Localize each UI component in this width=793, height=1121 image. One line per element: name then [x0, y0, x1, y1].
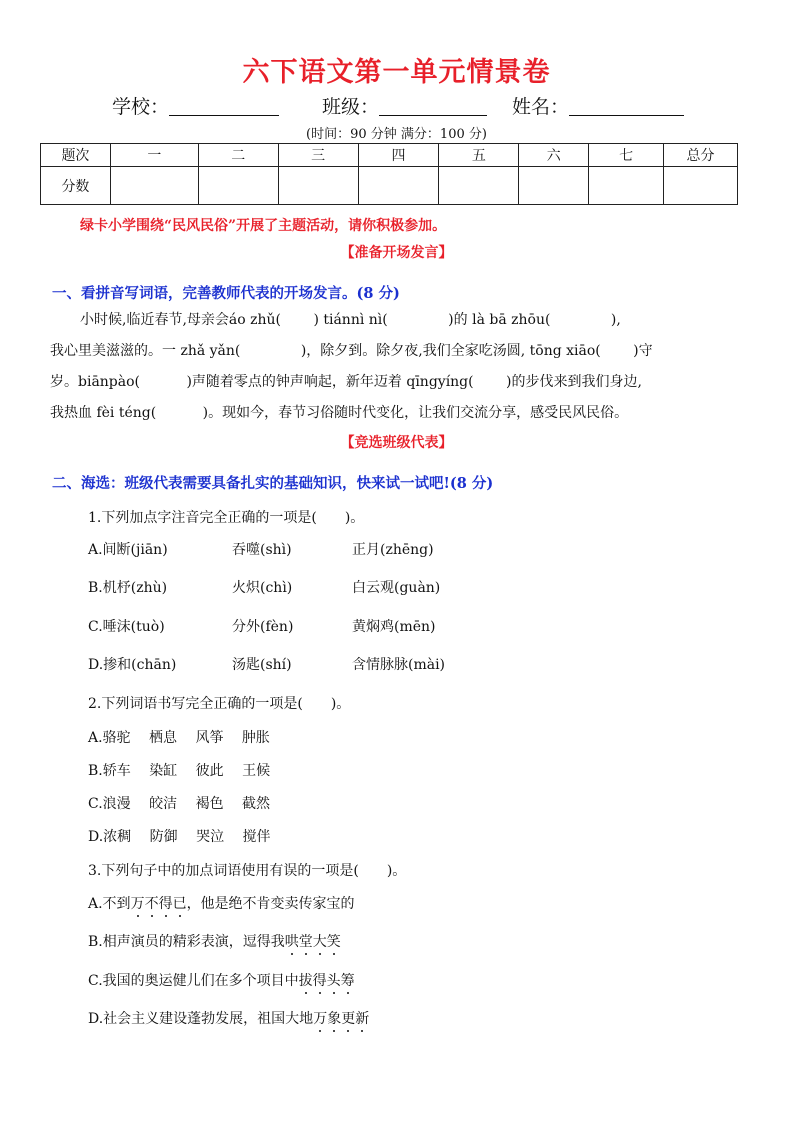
- name-label: 姓名：: [512, 96, 570, 118]
- q1-title: 一、看拼音写词语，完善教师代表的开场发言。(8 分): [52, 285, 400, 302]
- emphasis-char: 笑: [327, 931, 341, 951]
- score-cell[interactable]: [664, 167, 738, 205]
- q2-2-option-b: B.轿车 染缸 彼此 王候: [88, 763, 271, 779]
- option-text: A.不到: [88, 896, 131, 912]
- score-row-label: 分数: [41, 167, 111, 205]
- option-text: B.相声演员的精彩表演，逗得我: [88, 934, 285, 950]
- score-header-cell: 三: [278, 144, 358, 167]
- q2-3-option-d: [88, 1008, 369, 1028]
- dotted-word: [313, 1011, 369, 1027]
- emphasis-char: 象: [327, 1008, 341, 1028]
- q2-1-option-b-3: 白云观(guàn): [352, 580, 441, 596]
- emphasis-char: 更: [341, 1008, 355, 1028]
- emphasis-char: 已: [173, 893, 187, 913]
- intro-text: 绿卡小学围绕“民风民俗”开展了主题活动，请你积极参加。: [80, 218, 447, 234]
- emphasis-char: 拔: [299, 970, 313, 990]
- score-cell[interactable]: [519, 167, 589, 205]
- emphasis-char: 万: [131, 893, 145, 913]
- class-field[interactable]: [322, 92, 487, 119]
- school-field[interactable]: [112, 92, 279, 119]
- q2-1-option-a-2: 吞噬(shì): [232, 542, 292, 558]
- q2-1-option-d-2: 汤匙(shí): [232, 657, 292, 673]
- score-header-cell: 五: [439, 144, 519, 167]
- q2-1-option-a-3: 正月(zhēng): [352, 542, 434, 558]
- q2-2-option-a: A.骆驼 栖息 风筝 肿胀: [88, 730, 270, 746]
- emphasis-char: 不: [145, 893, 159, 913]
- score-header-cell: 题次: [41, 144, 111, 167]
- class-blank[interactable]: [379, 95, 487, 116]
- dotted-word: [285, 934, 341, 950]
- q2-3-option-b: [88, 931, 341, 951]
- score-header-cell: 总分: [664, 144, 738, 167]
- score-header-cell: 二: [198, 144, 278, 167]
- option-text: ，他是绝不肯变卖传家宝的: [186, 896, 355, 912]
- score-header-cell: 四: [358, 144, 439, 167]
- q2-1-option-d-1: D.掺和(chān): [88, 657, 177, 673]
- q1-line: 我心里美滋滋的。一 zhǎ yǎn( )，除夕到。除夕夜,我们全家吃汤圆, tōng xiāo( )守: [50, 343, 653, 359]
- school-label: 学校：: [112, 96, 170, 118]
- q2-3-option-a: [88, 893, 355, 913]
- dotted-word: [299, 973, 355, 989]
- q2-1-option-c-1: C.唾沫(tuò): [88, 619, 165, 635]
- q2-1-option-b-1: B.机杼(zhù): [88, 580, 168, 596]
- score-cell[interactable]: [110, 167, 198, 205]
- dotted-word: [131, 896, 187, 912]
- school-blank[interactable]: [169, 95, 279, 116]
- emphasis-char: 大: [313, 931, 327, 951]
- q1-line: 我热血 fèi téng( )。现如今，春节习俗随时代变化，让我们交流分享，感受民风民俗。: [50, 405, 629, 421]
- score-table: [40, 143, 738, 205]
- emphasis-char: 堂: [299, 931, 313, 951]
- score-cell[interactable]: [278, 167, 358, 205]
- score-cell[interactable]: [439, 167, 519, 205]
- q2-1-option-a-1: A.间断(jiān): [88, 542, 168, 558]
- emphasis-char: 筹: [341, 970, 355, 990]
- q1-line: 岁。biānpào( )声随着零点的钟声响起，新年迈着 qīngyíng( )的步伐来到我们身边,: [50, 374, 642, 390]
- q2-2-option-c: C.浪漫 皎洁 褐色 截然: [88, 796, 271, 812]
- score-table-header-row: [41, 144, 738, 167]
- section-header-compete: 【竞选班级代表】: [340, 435, 453, 451]
- score-cell[interactable]: [589, 167, 664, 205]
- q2-2-stem: 2.下列词语书写完全正确的一项是( )。: [88, 696, 351, 712]
- q2-1-option-c-3: 黄焖鸡(mēn): [352, 619, 436, 635]
- emphasis-char: 得: [159, 893, 173, 913]
- q2-3-stem: 3.下列句子中的加点词语使用有误的一项是( )。: [88, 863, 407, 879]
- q2-3-option-c: [88, 970, 355, 990]
- q2-title: 二、海选：班级代表需要具备扎实的基础知识，快来试一试吧!(8 分): [52, 475, 494, 492]
- time-score-line: (时间：90 分钟 满分：100 分): [306, 127, 487, 142]
- exam-title: 六下语文第一单元情景卷: [242, 57, 551, 88]
- q2-2-option-d: D.浓稠 防御 哭泣 搅伴: [88, 829, 271, 845]
- q2-1-stem: 1.下列加点字注音完全正确的一项是( )。: [88, 510, 365, 526]
- score-table-score-row: [41, 167, 738, 205]
- emphasis-char: 得: [313, 970, 327, 990]
- score-header-cell: 六: [519, 144, 589, 167]
- score-header-cell: 七: [589, 144, 664, 167]
- section-header-prepare: 【准备开场发言】: [340, 245, 453, 261]
- emphasis-char: 万: [313, 1008, 327, 1028]
- class-label: 班级：: [322, 96, 380, 118]
- emphasis-char: 新: [355, 1008, 369, 1028]
- option-text: C.我国的奥运健儿们在多个项目中: [88, 973, 299, 989]
- q2-1-option-c-2: 分外(fèn): [232, 619, 294, 635]
- emphasis-char: 哄: [285, 931, 299, 951]
- q2-1-option-b-2: 火炽(chì): [232, 580, 293, 596]
- q2-1-option-d-3: 含情脉脉(mài): [352, 657, 446, 673]
- emphasis-char: 头: [327, 970, 341, 990]
- score-cell[interactable]: [198, 167, 278, 205]
- q1-line: 小时候,临近春节,母亲会áo zhǔ( ) tiánnì nì( )的 là bā zhōu( ),: [80, 312, 621, 328]
- name-field[interactable]: [512, 92, 684, 119]
- score-cell[interactable]: [358, 167, 439, 205]
- name-blank[interactable]: [569, 95, 684, 116]
- score-header-cell: 一: [110, 144, 198, 167]
- option-text: D.社会主义建设蓬勃发展，祖国大地: [88, 1011, 314, 1027]
